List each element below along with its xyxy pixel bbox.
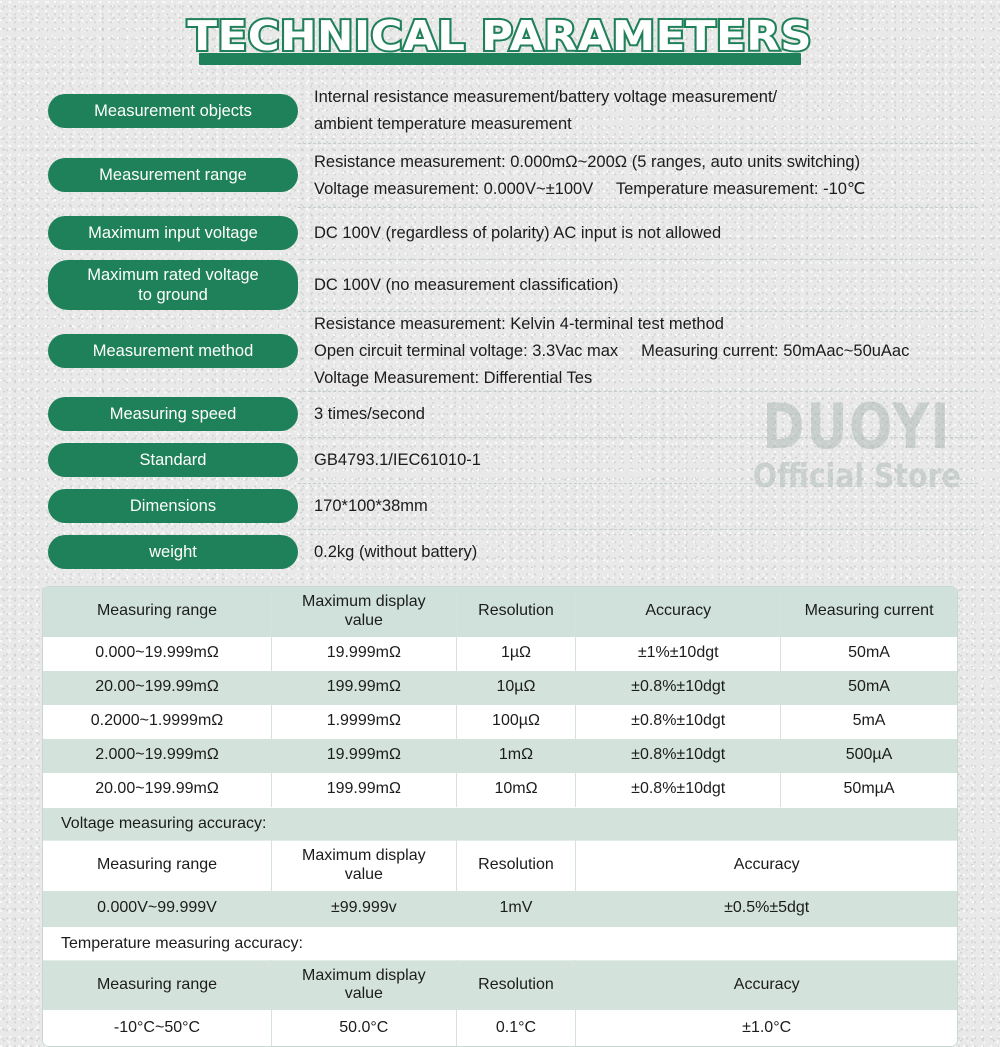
desc-line: ambient temperature measurement: [314, 115, 572, 133]
table-row: [43, 1010, 957, 1046]
cell-accuracy: ±1.0°C: [576, 1010, 957, 1046]
spec-label-maximum-input-voltage: Maximum input voltage: [48, 216, 298, 250]
cell-measuring-current: 500µA: [781, 739, 957, 773]
col-header-maximum-display-value: [272, 840, 457, 890]
temperature-section-note: Temperature measuring accuracy:: [43, 927, 957, 960]
table-head: [43, 587, 957, 637]
page-header: [0, 0, 1000, 65]
col-header-maximum-display-value: [272, 960, 457, 1010]
desc-line: GB4793.1/IEC61010-1: [314, 451, 481, 470]
spec-desc-maximum-rated-voltage-to-ground: [298, 259, 978, 311]
col-header-measuring-range: Measuring range: [43, 587, 272, 637]
desc-line: DC 100V (no measurement classification): [314, 276, 619, 295]
cell-resolution: 1µΩ: [456, 637, 576, 671]
col-header-accuracy: Accuracy: [576, 960, 957, 1010]
cell-measuring-range: 0.000~19.999mΩ: [43, 637, 272, 671]
col-header-accuracy: Accuracy: [576, 840, 957, 890]
header-line-2: value: [344, 985, 383, 1003]
table-body: [43, 1010, 957, 1046]
label-line-2: to ground: [138, 286, 208, 304]
spec-label-measurement-range: Measurement range: [48, 158, 298, 192]
header-line-2: value: [344, 865, 383, 883]
spec-row-maximum-input-voltage: [48, 207, 978, 259]
col-header-measuring-range: Measuring range: [43, 840, 272, 890]
title-block: [187, 12, 813, 65]
cell-resolution: 10mΩ: [456, 773, 576, 807]
cell-resolution: 10µΩ: [456, 671, 576, 705]
col-header-resolution: Resolution: [456, 840, 576, 890]
cell-resolution: 1mV: [456, 891, 576, 927]
cell-measuring-range: 20.00~199.99mΩ: [43, 773, 272, 807]
cell-max-display: 199.99mΩ: [272, 671, 457, 705]
cell-max-display: 19.999mΩ: [272, 637, 457, 671]
spec-row-measuring-speed: [48, 391, 978, 437]
spec-label-standard: Standard: [48, 443, 298, 477]
resistance-accuracy-table: [43, 587, 957, 807]
cell-accuracy: ±0.8%±10dgt: [576, 705, 781, 739]
desc-line: Resistance measurement: 0.000mΩ~200Ω (5 ranges, auto units switching): [314, 152, 861, 171]
table-row: [43, 671, 957, 705]
spec-label-dimensions: Dimensions: [48, 489, 298, 523]
specifications-list: [0, 79, 1000, 575]
cell-accuracy: ±0.8%±10dgt: [576, 739, 781, 773]
pill-col: [48, 529, 298, 575]
cell-max-display: 199.99mΩ: [272, 773, 457, 807]
desc-line: Internal resistance measurement/battery voltage measurement/: [314, 88, 778, 107]
cell-measuring-current: 50mA: [781, 637, 957, 671]
voltage-accuracy-table: [43, 840, 957, 927]
pill-col: [48, 143, 298, 207]
watermark-brand: DUOYI: [762, 390, 952, 463]
cell-resolution: 0.1°C: [456, 1010, 576, 1046]
table-row: [43, 705, 957, 739]
pill-col: [48, 311, 298, 391]
temperature-accuracy-table: [43, 960, 957, 1047]
cell-measuring-range: -10°C~50°C: [43, 1010, 272, 1046]
cell-resolution: 100µΩ: [456, 705, 576, 739]
cell-accuracy: ±0.8%±10dgt: [576, 671, 781, 705]
spec-row-weight: [48, 529, 978, 575]
col-header-accuracy: Accuracy: [576, 587, 781, 637]
label-line-1: Maximum rated voltage: [87, 265, 259, 284]
desc-line: 3 times/second: [314, 405, 425, 424]
cell-measuring-range: 20.00~199.99mΩ: [43, 671, 272, 705]
desc-line: Open circuit terminal voltage: 3.3Vac max Measuring current: 50mAac~50uAac: [314, 342, 910, 361]
spec-desc-dimensions: [298, 483, 978, 529]
cell-max-display: ±99.999v: [272, 891, 457, 927]
col-header-resolution: Resolution: [456, 960, 576, 1010]
spec-label-maximum-rated-voltage-to-ground: [48, 260, 298, 310]
table-row: [43, 773, 957, 807]
spec-desc-measurement-objects: [298, 79, 978, 143]
spec-desc-weight: [298, 529, 978, 575]
desc-line: Voltage measurement: 0.000V~±100V Temperature measurement: -10℃: [314, 179, 866, 198]
cell-measuring-current: 50mA: [781, 671, 957, 705]
spec-desc-measuring-speed: [298, 391, 978, 437]
cell-max-display: 50.0°C: [272, 1010, 457, 1046]
spec-desc-standard: [298, 437, 978, 483]
header-line-1: Maximum display: [302, 846, 426, 864]
cell-measuring-range: 0.2000~1.9999mΩ: [43, 705, 272, 739]
pill-col: [48, 207, 298, 259]
header-line-1: Maximum display: [302, 593, 426, 610]
spec-desc-measurement-method: [298, 311, 978, 391]
spec-desc-maximum-input-voltage: [298, 207, 978, 259]
table-body: [43, 637, 957, 807]
table-row: [43, 637, 957, 671]
header-line-2: value: [344, 611, 383, 629]
table-row: [43, 891, 957, 927]
desc-line: DC 100V (regardless of polarity) AC input is not allowed: [314, 224, 722, 243]
desc-line: Resistance measurement: Kelvin 4-terminal test method: [314, 315, 724, 334]
spec-row-measurement-range: [48, 143, 978, 207]
spec-desc-measurement-range: [298, 143, 978, 207]
accuracy-tables: [42, 586, 958, 1047]
table-head: [43, 960, 957, 1010]
spec-row-maximum-rated-voltage-to-ground: [48, 259, 978, 311]
table-header-row: [43, 960, 957, 1010]
cell-accuracy: ±1%±10dgt: [576, 637, 781, 671]
pill-col: [48, 79, 298, 143]
col-header-measuring-range: Measuring range: [43, 960, 272, 1010]
desc-line: Voltage Measurement: Differential Tes: [314, 368, 593, 387]
cell-measuring-range: 2.000~19.999mΩ: [43, 739, 272, 773]
pill-col: [48, 391, 298, 437]
cell-accuracy: ±0.8%±10dgt: [576, 773, 781, 807]
voltage-section-note: Voltage measuring accuracy:: [43, 807, 957, 840]
table-header-row: [43, 840, 957, 890]
pill-col: [48, 437, 298, 483]
spec-row-standard: [48, 437, 978, 483]
cell-max-display: 1.9999mΩ: [272, 705, 457, 739]
desc-line: 0.2kg (without battery): [314, 543, 478, 562]
header-line-1: Maximum display: [302, 966, 426, 984]
pill-col: [48, 259, 298, 311]
cell-measuring-range: 0.000V~99.999V: [43, 891, 272, 927]
desc-line: 170*100*38mm: [314, 497, 428, 516]
table-header-row: [43, 587, 957, 637]
spec-label-weight: weight: [48, 535, 298, 569]
col-header-measuring-current: Measuring current: [781, 587, 957, 637]
watermark-subtitle: Official Store: [753, 455, 962, 495]
cell-measuring-current: 50mµA: [781, 773, 957, 807]
spec-row-dimensions: [48, 483, 978, 529]
spec-label-measurement-method: Measurement method: [48, 334, 298, 368]
cell-resolution: 1mΩ: [456, 739, 576, 773]
cell-max-display: 19.999mΩ: [272, 739, 457, 773]
pill-col: [48, 483, 298, 529]
cell-accuracy: ±0.5%±5dgt: [576, 891, 957, 927]
col-header-maximum-display-value: [272, 587, 457, 637]
table-row: [43, 739, 957, 773]
table-body: [43, 891, 957, 927]
spec-label-measuring-speed: Measuring speed: [48, 397, 298, 431]
cell-measuring-current: 5mA: [781, 705, 957, 739]
col-header-resolution: Resolution: [456, 587, 576, 637]
table-head: [43, 840, 957, 890]
spec-label-measurement-objects: Measurement objects: [48, 94, 298, 128]
spec-row-measurement-objects: [48, 79, 978, 143]
spec-row-measurement-method: [48, 311, 978, 391]
page-title: TECHNICAL PARAMETERS: [187, 12, 813, 60]
